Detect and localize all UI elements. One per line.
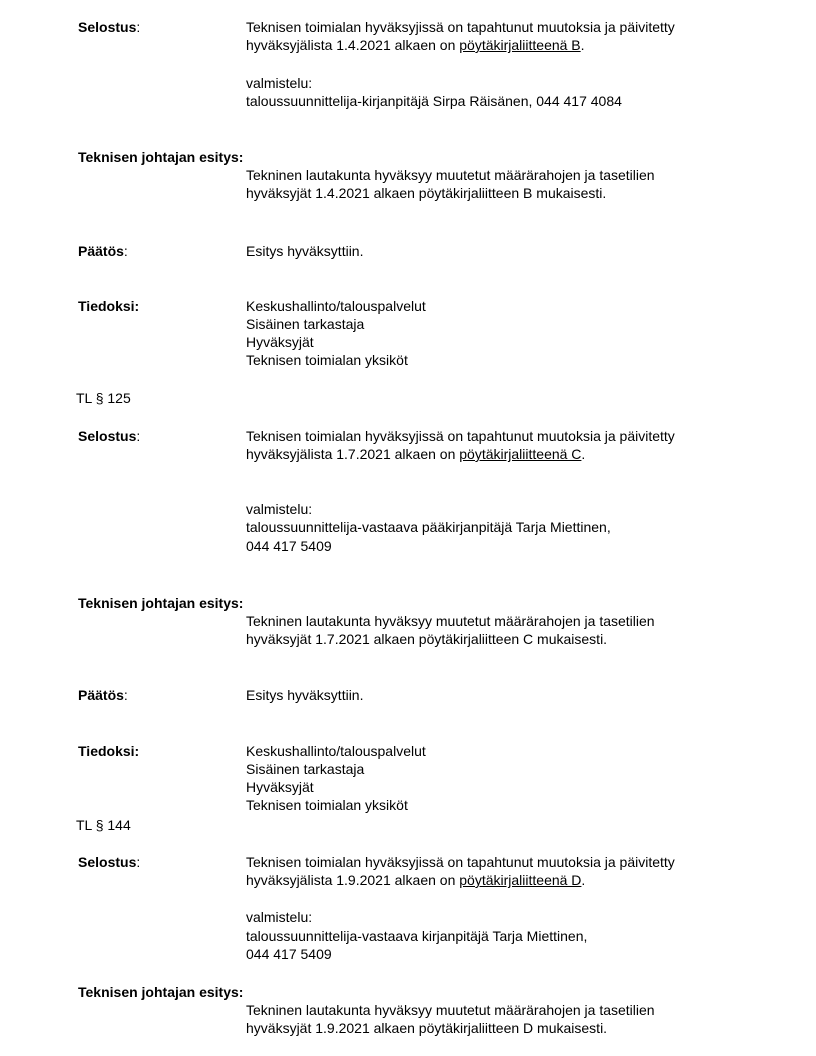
selostus-label: Selostus: bbox=[78, 428, 141, 444]
esitys-line-2: hyväksyjät 1.4.2021 alkaen pöytäkirjaliitteen B mukaisesti. bbox=[246, 185, 607, 201]
tiedoksi-item: Sisäinen tarkastaja bbox=[246, 316, 365, 332]
selostus-line-2: hyväksyjälista 1.9.2021 alkaen on pöytäkirjaliitteenä D. bbox=[246, 872, 586, 888]
selostus-label: Selostus: bbox=[78, 19, 141, 35]
esitys-label: Teknisen johtajan esitys: bbox=[78, 984, 244, 1000]
tiedoksi-item: Hyväksyjät bbox=[246, 334, 314, 350]
valmistelu-line: taloussuunnittelija-vastaava kirjanpitäjä Tarja Miettinen, bbox=[246, 928, 588, 944]
selostus-label: Selostus: bbox=[78, 854, 141, 870]
paatos-label: Päätös: bbox=[78, 243, 128, 259]
tiedoksi-item: Hyväksyjät bbox=[246, 779, 314, 795]
esitys-line-1: Tekninen lautakunta hyväksyy muutetut määrärahojen ja tasetilien bbox=[246, 613, 655, 629]
selostus-line-1: Teknisen toimialan hyväksyjissä on tapahtunut muutoksia ja päivitetty bbox=[246, 19, 675, 35]
valmistelu-line: taloussuunnittelija-vastaava pääkirjanpitäjä Tarja Miettinen, bbox=[246, 519, 611, 535]
valmistelu-line: taloussuunnittelija-kirjanpitäjä Sirpa Räisänen, 044 417 4084 bbox=[246, 93, 622, 109]
section-reference: TL § 144 bbox=[76, 817, 131, 833]
esitys-line-2: hyväksyjät 1.9.2021 alkaen pöytäkirjaliitteen D mukaisesti. bbox=[246, 1020, 608, 1036]
valmistelu-label: valmistelu: bbox=[246, 75, 313, 91]
attachment-link[interactable]: pöytäkirjaliitteenä C bbox=[459, 446, 582, 462]
valmistelu-label: valmistelu: bbox=[246, 909, 313, 925]
paatos-text: Esitys hyväksyttiin. bbox=[246, 243, 364, 259]
esitys-label: Teknisen johtajan esitys: bbox=[78, 595, 244, 611]
tiedoksi-item: Keskushallinto/talouspalvelut bbox=[246, 298, 426, 314]
esitys-line-1: Tekninen lautakunta hyväksyy muutetut määrärahojen ja tasetilien bbox=[246, 167, 655, 183]
section-reference: TL § 125 bbox=[76, 390, 131, 406]
attachment-link[interactable]: pöytäkirjaliitteenä B bbox=[459, 37, 581, 53]
paatos-text: Esitys hyväksyttiin. bbox=[246, 687, 364, 703]
tiedoksi-label: Tiedoksi: bbox=[78, 743, 140, 759]
esitys-line-1: Tekninen lautakunta hyväksyy muutetut määrärahojen ja tasetilien bbox=[246, 1002, 655, 1018]
valmistelu-line: 044 417 5409 bbox=[246, 946, 332, 962]
selostus-line-2: hyväksyjälista 1.4.2021 alkaen on pöytäkirjaliitteenä B. bbox=[246, 37, 585, 53]
tiedoksi-item: Keskushallinto/talouspalvelut bbox=[246, 743, 426, 759]
tiedoksi-label: Tiedoksi: bbox=[78, 298, 140, 314]
attachment-link[interactable]: pöytäkirjaliitteenä D bbox=[459, 872, 582, 888]
tiedoksi-item: Teknisen toimialan yksiköt bbox=[246, 797, 408, 813]
selostus-line-1: Teknisen toimialan hyväksyjissä on tapahtunut muutoksia ja päivitetty bbox=[246, 854, 675, 870]
esitys-line-2: hyväksyjät 1.7.2021 alkaen pöytäkirjaliitteen C mukaisesti. bbox=[246, 631, 608, 647]
valmistelu-line: 044 417 5409 bbox=[246, 538, 332, 554]
selostus-line-2: hyväksyjälista 1.7.2021 alkaen on pöytäkirjaliitteenä C. bbox=[246, 446, 586, 462]
tiedoksi-item: Sisäinen tarkastaja bbox=[246, 761, 365, 777]
esitys-label: Teknisen johtajan esitys: bbox=[78, 149, 244, 165]
valmistelu-label: valmistelu: bbox=[246, 501, 313, 517]
tiedoksi-item: Teknisen toimialan yksiköt bbox=[246, 352, 408, 368]
paatos-label: Päätös: bbox=[78, 687, 128, 703]
selostus-line-1: Teknisen toimialan hyväksyjissä on tapahtunut muutoksia ja päivitetty bbox=[246, 428, 675, 444]
